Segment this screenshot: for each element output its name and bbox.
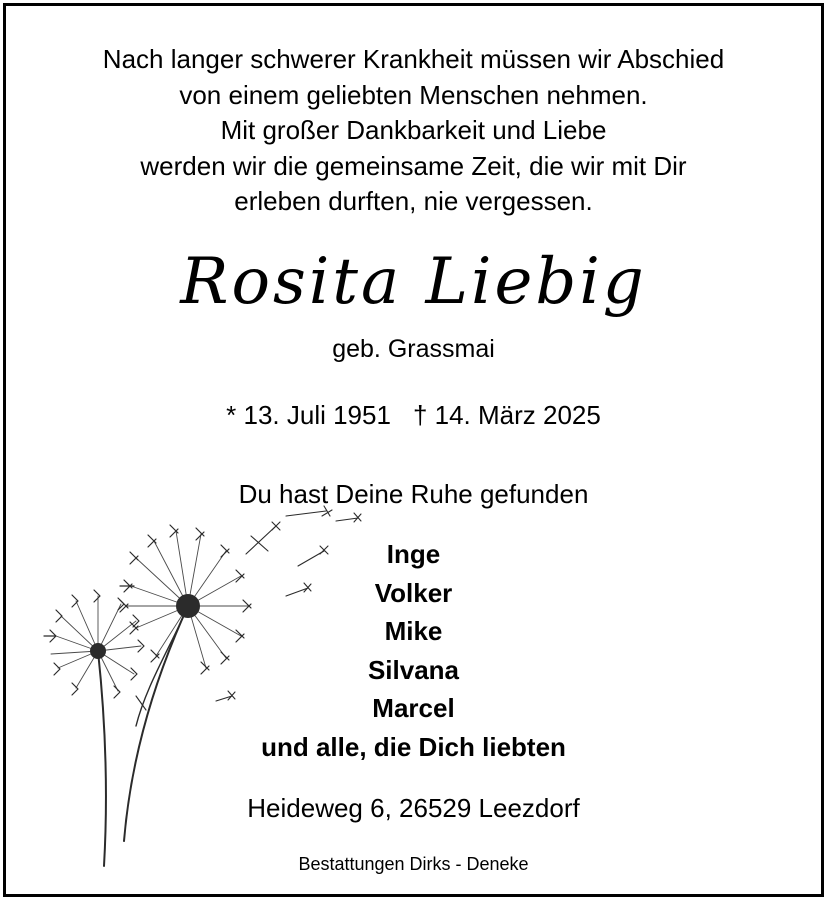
mourner-name: Silvana bbox=[367, 654, 460, 685]
mourner-name: Mike bbox=[384, 616, 443, 646]
deceased-name: Rosita Liebig bbox=[180, 245, 647, 319]
undertaker: Bestattungen Dirks - Deneke bbox=[298, 854, 529, 874]
life-dates bbox=[6, 398, 821, 432]
mourner-name: Marcel bbox=[372, 693, 455, 723]
quote: Du hast Deine Ruhe gefunden bbox=[238, 479, 589, 509]
intro-line: werden wir die gemeinsame Zeit, die wir mit Dir bbox=[140, 150, 687, 181]
maiden-name: geb. Grassmai bbox=[332, 335, 495, 363]
intro-line: erleben durften, nie vergessen. bbox=[234, 186, 593, 216]
intro-text bbox=[6, 42, 821, 220]
birth-date: * 13. Juli 1951 bbox=[226, 400, 391, 430]
intro-line: Mit großer Dankbarkeit und Liebe bbox=[220, 115, 607, 145]
mourner-name: Inge bbox=[386, 539, 441, 569]
mourner-name: und alle, die Dich liebten bbox=[261, 731, 566, 762]
obituary-card bbox=[3, 3, 824, 897]
mourners-list bbox=[6, 535, 821, 766]
intro-line: Nach langer schwerer Krankheit müssen wir Abschied bbox=[102, 44, 725, 74]
mourner-name: Volker bbox=[374, 577, 453, 608]
intro-line: von einem geliebten Menschen nehmen. bbox=[179, 79, 648, 110]
address: Heideweg 6, 26529 Leezdorf bbox=[247, 793, 580, 823]
death-date: † 14. März 2025 bbox=[412, 400, 601, 430]
